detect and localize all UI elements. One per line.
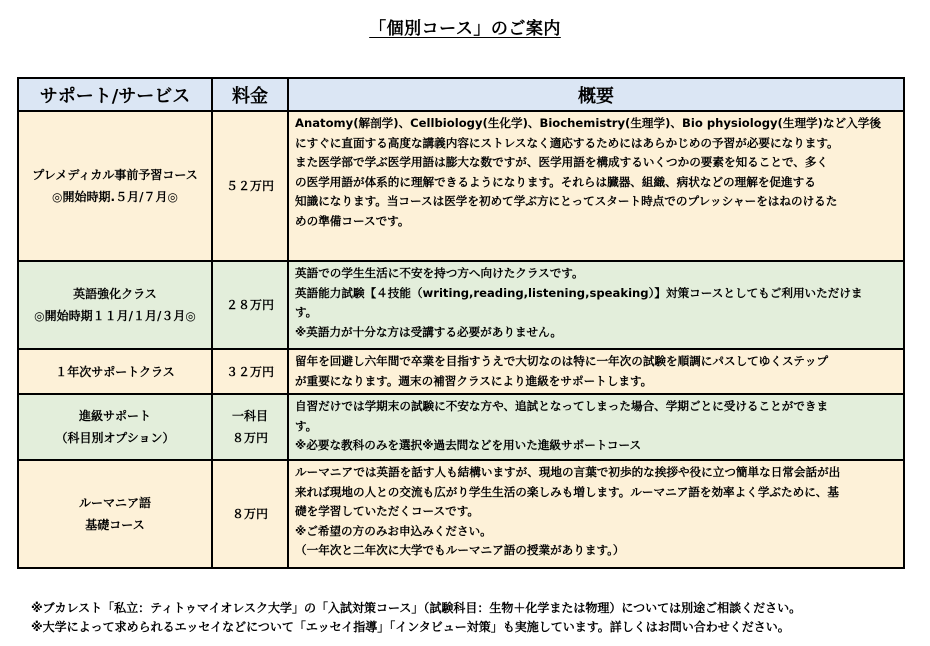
course-name: ルーマニア語 基礎コース <box>18 460 212 568</box>
course-description: 留年を回避し六年間で卒業を目指すうえで大切なのは特に一年次の試験を順調にパスしてゆくステップ が重要になります。週末の補習クラスにより進級をサポートします。 <box>288 349 904 394</box>
table-header-row <box>18 78 904 111</box>
course-name: 英語強化クラス ◎開始時期１１月/１月/３月◎ <box>18 261 212 349</box>
header-support-service: サポート/サービス <box>18 78 212 111</box>
header-fee: 料金 <box>212 78 288 111</box>
header-overview: 概要 <box>288 78 904 111</box>
table-row-promotion <box>18 394 904 460</box>
footnote: ※大学によって求められるエッセイなどについて「エッセイ指導」「インタビュー対策」も実施しています。詳しくはお問い合わせください。 <box>31 620 790 634</box>
course-name: プレメディカル事前予習コース ◎開始時期.５月/７月◎ <box>18 111 212 261</box>
course-fee: ２８万円 <box>212 261 288 349</box>
course-description: 英語での学生生活に不安を持つ方へ向けたクラスです。 英語能力試験【４技能（writing,reading,listening,speaking）】対策コースとしてもご利用いただけま す。 ※英語力が十分な方は受講する必要がありません。 <box>288 261 904 349</box>
course-fee: ５２万円 <box>212 111 288 261</box>
course-description: Anatomy(解剖学)、Cellbiology(生化学)、Biochemistry(生理学)、Bio physiology(生理学)など入学後 にすぐに直面する高度な講義内容にストレスなく適応するためにはあらかじめの予習が必要になります。 また医学部で学ぶ医学用語は膨大な数ですが、医学用語を構成するいくつかの要素を知ることで、多く の医学用語が体系的に理解できるようになります。それらは臓器、組織、病状などの理解を促進する 知識になります。当コースは医学を初めて学ぶ方にとってスタート時点でのプレッシャーをはねのけるた めの準備コースです。 <box>288 111 904 261</box>
course-description: 自習だけでは学期末の試験に不安な方や、追試となってしまった場合、学期ごとに受けることができま す。 ※必要な教科のみを選択※過去問などを用いた進級サポートコース <box>288 394 904 460</box>
table-row-first-year <box>18 349 904 394</box>
table-row-english <box>18 261 904 349</box>
course-fee: 一科目 ８万円 <box>212 394 288 460</box>
course-fee: ３２万円 <box>212 349 288 394</box>
course-table <box>17 77 905 569</box>
table-row-premedical <box>18 111 904 261</box>
course-name: 進級サポート （科目別オプション） <box>18 394 212 460</box>
course-fee: ８万円 <box>212 460 288 568</box>
table-row-romanian <box>18 460 904 568</box>
footnote: ※ブカレスト「私立：ティトゥマイオレスク大学」の「入試対策コース」（試験科目：生物＋化学または物理）については別途ご相談ください。 <box>31 601 802 615</box>
course-description: ルーマニアでは英語を話す人も結構いますが、現地の言葉で初歩的な挨拶や役に立つ簡単な日常会話が出 来れば現地の人との交流も広がり学生生活の楽しみも増します。ルーマニア語を効率よく学ぶために、基 礎を学習していただくコースです。 ※ご希望の方のみお申込みください。 （一年次と二年次に大学でもルーマニア語の授業があります。） <box>288 460 904 568</box>
footnotes <box>31 599 801 637</box>
course-name: １年次サポートクラス <box>18 349 212 394</box>
page-title: 「個別コース」のご案内 <box>369 19 561 39</box>
